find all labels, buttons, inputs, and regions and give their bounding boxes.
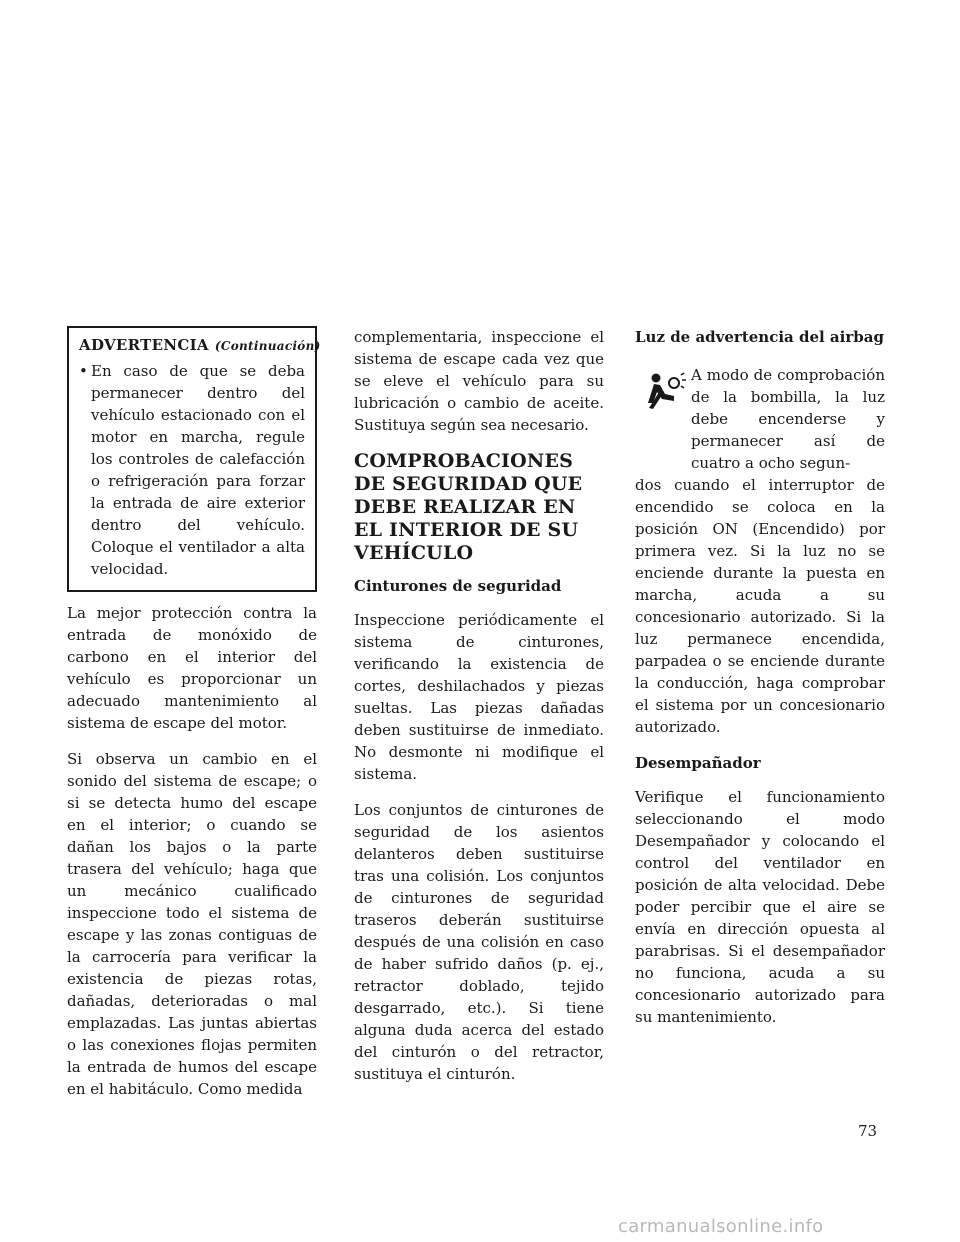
bullet-dot-icon: • xyxy=(79,362,88,380)
subheading: Luz de advertencia del airbag xyxy=(635,328,884,346)
warning-continuation: (Continuación) xyxy=(214,339,321,353)
section-heading: COMPROBACIONES DE SEGURIDAD QUE DEBE REALIZAR EN EL INTERIOR DE SU VEHÍCULO xyxy=(354,450,583,564)
paragraph-indented: A modo de comprobación de la bombilla, la luz debe encenderse y permanecer así de cuatro a ocho segun- xyxy=(691,366,885,472)
paragraph: La mejor protección contra la entrada de monóxido de carbono en el interior del vehículo es proporcionar un adecuado mantenimiento al sistema de escape del motor. xyxy=(67,604,317,732)
paragraph: Verifique el funcionamiento seleccionando el modo Desempañador y colocando el control del ventilador en posición de alta velocidad. Debe poder percibir que el aire se envía en dirección opuesta al parabrisas. Si el desempañador no funciona, acuda a su concesionario autorizado para su mantenimiento. xyxy=(635,788,885,1026)
watermark: carmanualsonline.info xyxy=(618,1216,824,1237)
airbag-section xyxy=(635,364,885,738)
warning-label: ADVERTENCIA xyxy=(79,336,209,354)
paragraph: Los conjuntos de cinturones de seguridad de los asientos delanteros deben sustituirse tras una colisión. Los conjuntos de cinturones de seguridad traseros deberán sustituirse después de una colisión en caso de haber sufrido daños (p. ej., retractor doblado, tejido desgarrado, etc.). Si tiene alguna duda acerca del estado del cinturón o del retractor, sustituya el cinturón. xyxy=(354,801,604,1083)
paragraph: dos cuando el interruptor de encendido se coloca en la posición ON (Encendido) por primera vez. Si la luz no se enciende durante la puesta en marcha, acuda a su concesionario autorizado. Si la luz permanece encendida, parpadea o se enciende durante la conducción, haga comprobar el sistema por un concesionario autorizado. xyxy=(635,476,885,736)
paragraph: Inspeccione periódicamente el sistema de cinturones, verificando la existencia de cortes, deshilachados y piezas sueltas. Las piezas dañadas deben sustituirse de inmediato. No desmonte ni modifique el sistema. xyxy=(354,611,604,783)
subheading: Cinturones de seguridad xyxy=(354,577,562,595)
warning-bullet xyxy=(79,360,305,580)
paragraph: complementaria, inspeccione el sistema de escape cada vez que se eleve el vehículo para su lubricación o cambio de aceite. Sustituya según sea necesario. xyxy=(354,328,604,434)
paragraph: Si observa un cambio en el sonido del sistema de escape; o si se detecta humo del escape en el interior; o cuando se dañan los bajos o la parte trasera del vehículo; haga que un mecánico cualificado inspeccione todo el sistema de escape y las zonas contiguas de la carrocería para verificar la existencia de piezas rotas, dañadas, deterioradas o mal emplazadas. Las juntas abiertas o las conexiones flojas permiten la entrada de humos del escape en el habitáculo. Como medida xyxy=(67,750,317,1098)
warning-bullet-text: En caso de que se deba permanecer dentro del vehículo estacionado con el motor en marcha, regule los controles de calefacción o refrigeración para forzar la entrada de aire exterior dentro del vehículo. Coloque el ventilador a alta velocidad. xyxy=(91,362,305,578)
warning-title xyxy=(79,336,321,354)
column-2 xyxy=(354,326,604,1099)
column-1 xyxy=(67,326,321,1114)
airbag-warning-icon xyxy=(645,370,687,412)
subheading: Desempañador xyxy=(635,754,761,772)
page-number: 73 xyxy=(858,1122,878,1140)
warning-box xyxy=(67,326,321,592)
column-3 xyxy=(635,326,885,1042)
